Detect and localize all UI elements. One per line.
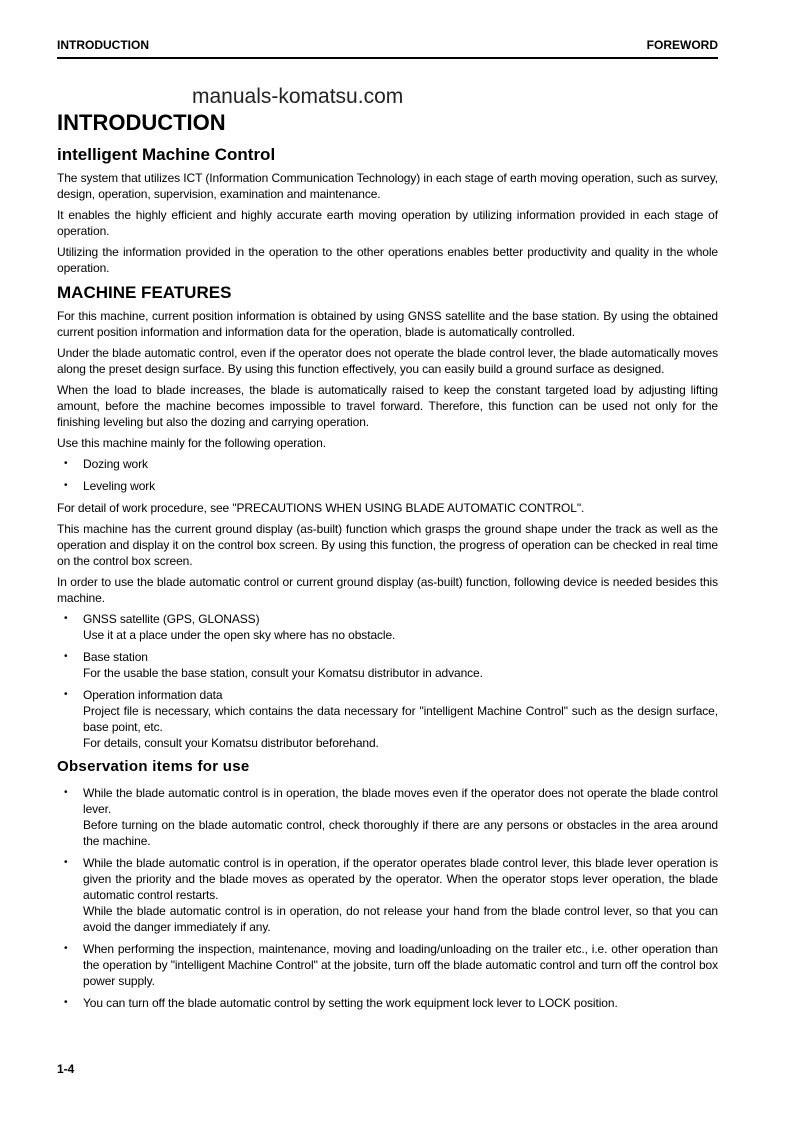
header-section: INTRODUCTION [57, 38, 149, 52]
device-title: • Base station [83, 650, 148, 664]
list-item [57, 995, 718, 1011]
running-header [57, 38, 718, 52]
device-title: • GNSS satellite (GPS, GLONASS) [83, 612, 260, 626]
device-note: For details, consult your Komatsu distributor beforehand. [83, 736, 379, 750]
device-list [57, 611, 718, 751]
paragraph: Utilizing the information provided in the operation to the other operations enables better productivity and quality in the whole operation. [57, 245, 718, 275]
paragraph: Use this machine mainly for the following operation. [57, 436, 326, 450]
paragraph: For detail of work procedure, see "PRECAUTIONS WHEN USING BLADE AUTOMATIC CONTROL". [57, 501, 585, 515]
work-list [57, 456, 718, 494]
list-item [57, 785, 718, 849]
item-text: • You can turn off the blade automatic control by setting the work equipment lock lever to LOCK position. [83, 996, 618, 1010]
page-body [57, 110, 718, 1017]
paragraph: When the load to blade increases, the blade is automatically raised to keep the constant targeted load by adjusting lifting amount, before the machine becomes impossible to travel forward. Therefore, this function can be used not only for the finishing leveling but also the dozing and carrying operation. [57, 383, 718, 429]
header-rule [57, 57, 718, 59]
page-number: 1-4 [57, 1062, 75, 1076]
imc-heading: intelligent Machine Control [57, 145, 276, 164]
device-note: For the usable the base station, consult your Komatsu distributor in advance. [83, 666, 483, 680]
list-item [57, 611, 718, 643]
device-title: • Operation information data [83, 688, 223, 702]
paragraph: In order to use the blade automatic control or current ground display (as-built) function, following device is needed besides this machine. [57, 575, 718, 605]
page-title: INTRODUCTION [57, 110, 226, 135]
header-chapter: FOREWORD [646, 38, 718, 52]
paragraph: The system that utilizes ICT (Information Communication Technology) in each stage of earth moving operation, such as survey, design, operation, supervision, examination and maintenance. [57, 171, 718, 201]
paragraph: Under the blade automatic control, even if the operator does not operate the blade control lever, the blade automatically moves along the preset design surface. By using this function effectively, you can easily build a ground surface as designed. [57, 346, 718, 376]
watermark: manuals-komatsu.com [192, 85, 404, 108]
list-item: • Dozing work [57, 456, 718, 472]
features-heading: MACHINE FEATURES [57, 283, 232, 302]
item-text: • When performing the inspection, maintenance, moving and loading/unloading on the trailer etc., i.e. other operation than the operation by "intelligent Machine Control" at the jobsite, turn off the blade automatic control and turn off the control box power supply. [83, 942, 719, 988]
item-text: Before turning on the blade automatic control, check thoroughly if there are any persons or obstacles in the area around the machine. [83, 818, 718, 848]
list-item [57, 941, 718, 989]
list-item: • Leveling work [57, 478, 718, 494]
paragraph: For this machine, current position information is obtained by using GNSS satellite and the base station. By using the obtained current position information and information data for the operation, blade is automatically controlled. [57, 309, 718, 339]
device-note: Use it at a place under the open sky where has no obstacle. [83, 628, 396, 642]
paragraph: This machine has the current ground display (as-built) function which grasps the ground shape under the track as well as the operation and display it on the control box screen. By using this function, the progress of operation can be checked in real time on the control box screen. [57, 522, 718, 568]
list-item [57, 687, 718, 751]
list-item [57, 855, 718, 935]
list-item [57, 649, 718, 681]
observation-heading: Observation items for use [57, 758, 250, 775]
device-note: Project file is necessary, which contains the data necessary for "intelligent Machine Control" such as the design surface, base point, etc. [83, 704, 718, 734]
item-text: • While the blade automatic control is in operation, if the operator operates blade control lever, this blade lever operation is given the priority and the blade moves as operated by the operator. When the operator stops lever operation, the blade automatic control restarts. [83, 856, 718, 902]
paragraph: It enables the highly efficient and highly accurate earth moving operation by utilizing information provided in each stage of operation. [57, 208, 718, 238]
item-text: • While the blade automatic control is in operation, the blade moves even if the operator does not operate the blade control lever. [83, 786, 718, 816]
observation-list [57, 785, 718, 1011]
item-text: While the blade automatic control is in operation, do not release your hand from the blade control lever, so that you can avoid the danger immediately if any. [83, 904, 718, 934]
